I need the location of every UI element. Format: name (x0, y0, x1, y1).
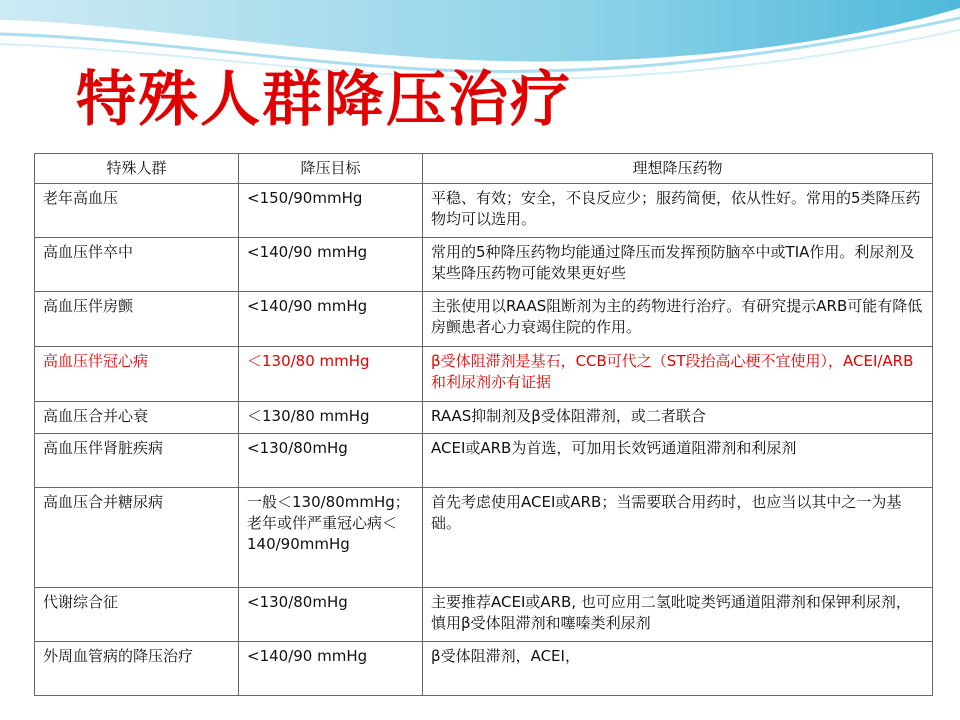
table-row (35, 642, 933, 696)
table-row (35, 488, 933, 588)
cell-population: 高血压伴卒中 (35, 238, 239, 292)
cell-drugs: 主张使用以RAAS阻断剂为主的药物进行治疗。有研究提示ARB可能有降低房颤患者心力衰竭住院的作用。 (423, 292, 933, 347)
cell-population: 高血压合并心衰 (35, 402, 239, 434)
cell-population: 代谢综合征 (35, 588, 239, 642)
table-row (35, 184, 933, 238)
table-row (35, 588, 933, 642)
cell-target: 一般＜130/80mmHg；老年或伴严重冠心病＜140/90mmHg (239, 488, 423, 588)
cell-target: ＜130/80 mmHg (239, 347, 423, 402)
cell-target: <130/80mHg (239, 434, 423, 488)
cell-drugs: 首先考虑使用ACEI或ARB；当需要联合用药时，也应当以其中之一为基础。 (423, 488, 933, 588)
treatment-table (34, 153, 933, 696)
header-drugs: 理想降压药物 (423, 154, 933, 184)
table-header-row (35, 154, 933, 184)
cell-target: <140/90 mmHg (239, 292, 423, 347)
cell-target: <140/90 mmHg (239, 642, 423, 696)
cell-drugs: β受体阻滞剂是基石，CCB可代之（ST段抬高心梗不宜使用），ACEI/ARB和利尿剂亦有证据 (423, 347, 933, 402)
slide-title: 特殊人群降压治疗 (76, 65, 572, 135)
cell-drugs: 常用的5种降压药物均能通过降压而发挥预防脑卒中或TIA作用。利尿剂及某些降压药物可能效果更好些 (423, 238, 933, 292)
table-row (35, 434, 933, 488)
treatment-table-container (34, 153, 932, 696)
cell-drugs: RAAS抑制剂及β受体阻滞剂，或二者联合 (423, 402, 933, 434)
cell-drugs: ACEI或ARB为首选，可加用长效钙通道阻滞剂和利尿剂 (423, 434, 933, 488)
cell-population: 高血压伴肾脏疾病 (35, 434, 239, 488)
table-row (35, 238, 933, 292)
cell-population: 高血压伴冠心病 (35, 347, 239, 402)
table-row (35, 402, 933, 434)
cell-population: 外周血管病的降压治疗 (35, 642, 239, 696)
cell-drugs: 主要推荐ACEI或ARB, 也可应用二氢吡啶类钙通道阻滞剂和保钾利尿剂，慎用β受体阻滞剂和噻嗪类利尿剂 (423, 588, 933, 642)
cell-population: 高血压伴房颤 (35, 292, 239, 347)
cell-population: 老年高血压 (35, 184, 239, 238)
cell-target: <150/90mmHg (239, 184, 423, 238)
cell-target: <130/80mHg (239, 588, 423, 642)
table-row (35, 292, 933, 347)
header-target: 降压目标 (239, 154, 423, 184)
header-population: 特殊人群 (35, 154, 239, 184)
cell-drugs: β受体阻滞剂，ACEI， (423, 642, 933, 696)
cell-target: ＜130/80 mmHg (239, 402, 423, 434)
cell-drugs: 平稳、有效；安全，不良反应少；服药简便，依从性好。常用的5类降压药物均可以选用。 (423, 184, 933, 238)
cell-population: 高血压合并糖尿病 (35, 488, 239, 588)
cell-target: <140/90 mmHg (239, 238, 423, 292)
table-row-highlighted (35, 347, 933, 402)
